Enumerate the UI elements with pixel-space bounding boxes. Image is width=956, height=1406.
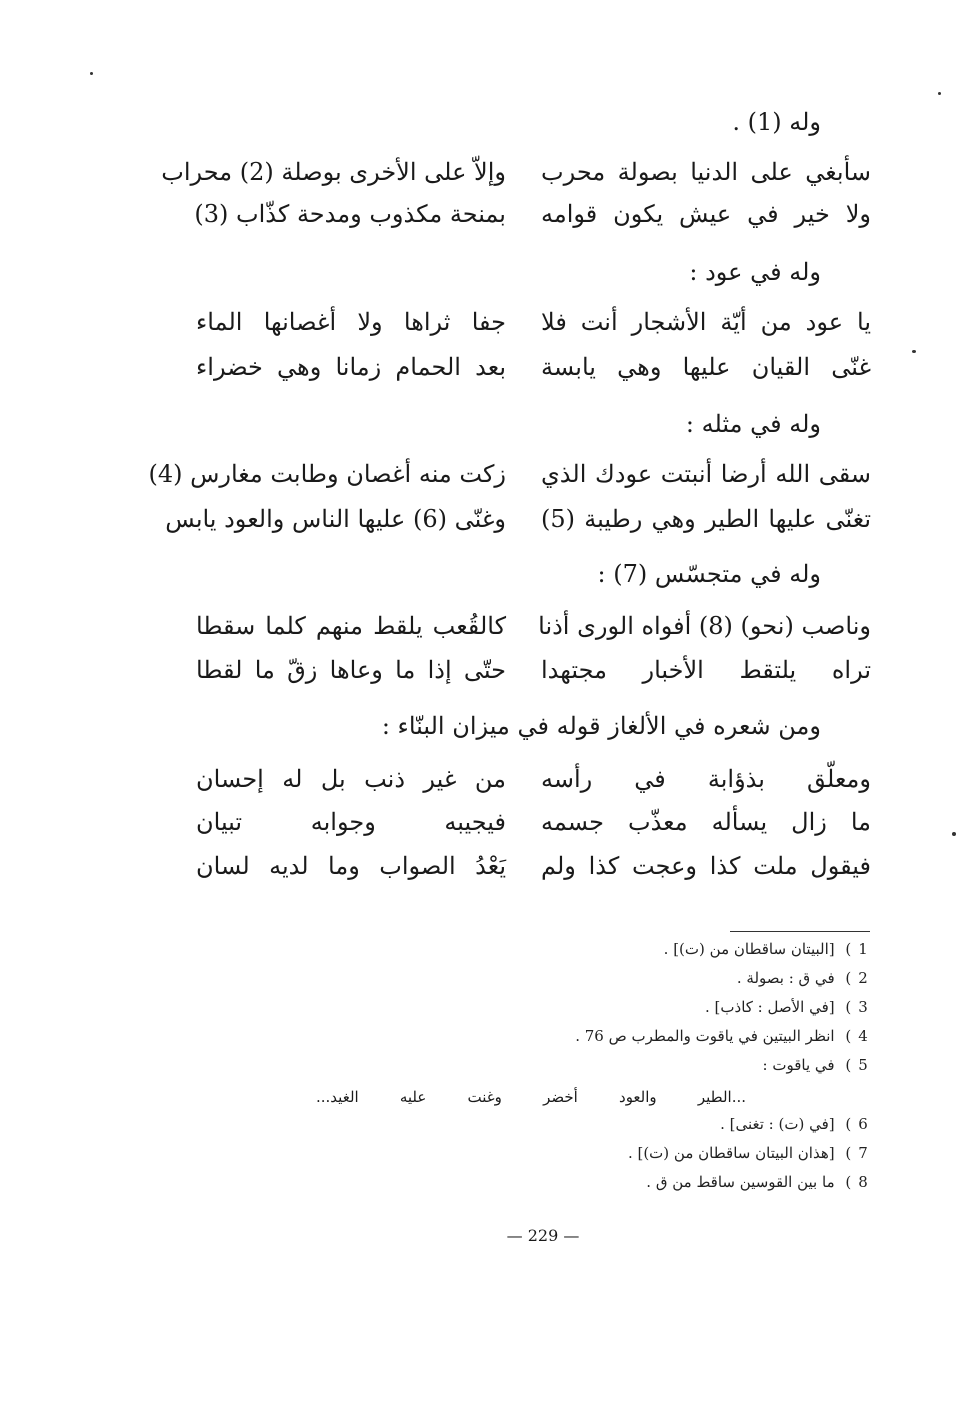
footnote-separator (730, 931, 870, 932)
verse-first-hemistich: ومعلّق بذؤابة في رأسه (541, 765, 871, 793)
footnote: 2 ) في ق : بصولة . (737, 969, 870, 987)
footnote: 7 ) [هذان البيتان ساقطان من (ت)] . (628, 1144, 870, 1162)
verse-second-hemistich: من غير ذنب بل له إحسان (196, 765, 506, 793)
footnote-number: 1 (858, 940, 868, 958)
footnote-number: 3 (858, 998, 868, 1016)
verse-second-hemistich: بعد الحمام زمانا وهي خضراء (196, 353, 506, 381)
poem-heading: وله (1) . (732, 108, 821, 136)
quoted-first-hemistich: ...الطير والعود أخضر (543, 1088, 746, 1106)
verse-second-hemistich: وغنّى (6) عليها الناس والعود يابس (165, 505, 506, 533)
footnote-text: [في (ت) : تغنى] . (720, 1115, 835, 1133)
footnote-text: في ق : بصولة . (736, 969, 835, 987)
footnote: 6 ) [في (ت) : تغنى] . (720, 1115, 870, 1133)
verse-first-hemistich: ولا خير في عيش يكون قوامه (541, 200, 871, 228)
footnote-quoted-verse (316, 1088, 746, 1106)
verse-first-hemistich: تغنّى عليها الطير وهي رطيبة (5) (541, 505, 871, 533)
poem-heading: وله في متجسّس (7) : (597, 560, 821, 588)
verse-second-hemistich: كالقُعب يلقط منهم كلما سقطا (196, 612, 506, 640)
poem-heading: ومن شعره في الألغاز قوله في ميزان البنّاء : (381, 712, 821, 740)
footnote: 4 ) انظر البيتين في ياقوت والمطرب ص 76 . (575, 1027, 870, 1045)
footnote: 3 ) [في الأصل : كاذب] . (705, 998, 870, 1016)
footnote-number: 7 (858, 1144, 868, 1162)
verse-second-hemistich: بمنحة مكذوب ومدحة كذّاب (3) (194, 200, 506, 228)
verse-second-hemistich: يَعْدُ الصواب وما لديه لسان (196, 852, 506, 880)
footnote-number: 4 (858, 1027, 868, 1045)
verse-second-hemistich: فيجيبه وجوابه تبيان (196, 808, 506, 836)
footnote-text: في ياقوت : (762, 1056, 835, 1074)
verse-first-hemistich: ما زال يسأله معذّب جسمه (541, 808, 871, 836)
footnote-number: 8 (858, 1173, 868, 1191)
footnote-text: [هذان البيتان ساقطان من (ت)] . (627, 1144, 835, 1162)
verse-second-hemistich: جفا ثراها ولا أغصانها الماء (196, 308, 506, 336)
footnote-number: 6 (858, 1115, 868, 1133)
footnote-text: [في الأصل : كاذب] . (705, 998, 835, 1016)
footnote-text: [البيتان ساقطان من (ت)] . (663, 940, 835, 958)
verse-first-hemistich: سقى الله أرضا أنبتت عودك الذي (541, 460, 871, 488)
verse-first-hemistich: غنّى القيان عليها وهي يابسة (541, 353, 871, 381)
scan-speck (90, 72, 93, 75)
quoted-second-hemistich: وغنت عليه الغيد... (316, 1088, 502, 1106)
verse-first-hemistich: فيقول ملت كذا وعجت كذا ولم (541, 852, 871, 880)
footnote-number: 2 (858, 969, 868, 987)
scan-speck (938, 92, 941, 95)
scan-speck (912, 350, 916, 353)
verse-first-hemistich: سأبغي على الدنيا بصولة محرب (541, 158, 871, 186)
footnote: 1 ) [البيتان ساقطان من (ت)] . (664, 940, 870, 958)
footnote-number: 5 (858, 1056, 868, 1074)
verse-second-hemistich: حتّى إذا ما وعاها زقّ ما لقطا (196, 656, 506, 684)
scan-speck (952, 832, 956, 836)
poem-heading: وله في مثله : (685, 410, 821, 438)
footnote-text: ما بين القوسين ساقط من ق . (646, 1173, 835, 1191)
footnote: 8 ) ما بين القوسين ساقط من ق . (646, 1173, 870, 1191)
verse-second-hemistich: زكت منه أغصان وطابت مغارس (4) (148, 460, 506, 488)
verse-first-hemistich: يا عود من أيّة الأشجار أنت فلا (541, 308, 871, 336)
footnote: 5 ) في ياقوت : (763, 1056, 870, 1074)
footnote-text: انظر البيتين في ياقوت والمطرب ص 76 . (575, 1027, 835, 1045)
verse-second-hemistich: وإلاّ على الأخرى بوصلة (2) محراب (161, 158, 506, 186)
verse-first-hemistich: وناصب (نحو) (8) أفواه الورى أذنا (538, 612, 871, 640)
page-number: — 229 — (506, 1226, 580, 1245)
verse-first-hemistich: تراه يلتقط الأخبار مجتهدا (541, 656, 871, 684)
poem-heading: وله في عود : (689, 258, 821, 286)
